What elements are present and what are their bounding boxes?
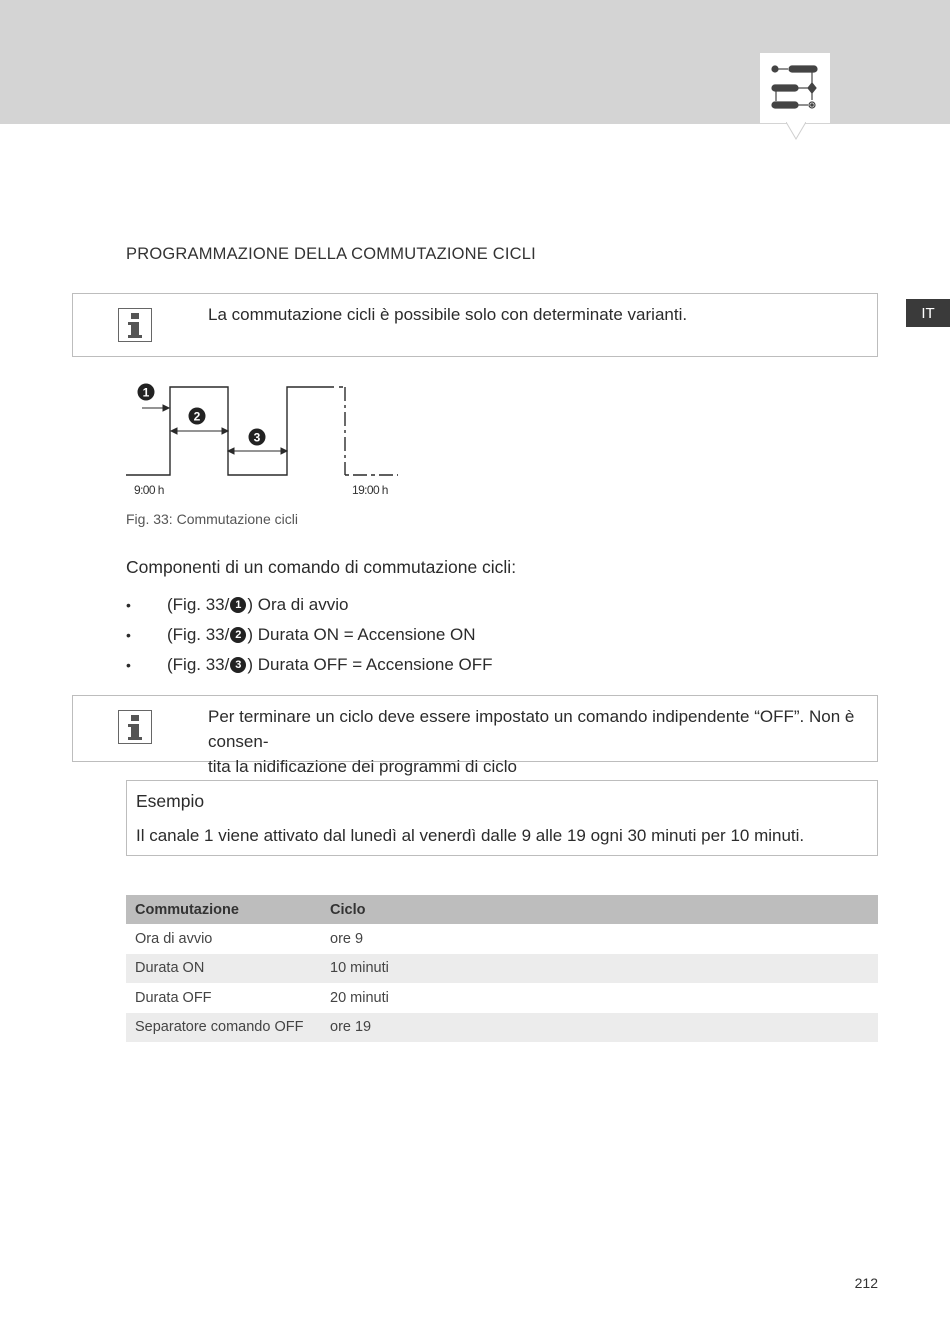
table-cell: Ora di avvio (135, 930, 213, 947)
table-cell: ore 19 (321, 1013, 878, 1043)
example-text: Il canale 1 viene attivato dal lunedì al venerdì dalle 9 alle 19 ogni 30 minuti per 10 minuti. (136, 826, 805, 845)
list-item: • (Fig. 33/ 2 ) Durata ON = Accensione ON (126, 625, 476, 644)
column-header: Commutazione (126, 895, 321, 924)
language-tab[interactable]: IT (906, 299, 950, 327)
table-cell: Separatore comando OFF (126, 1013, 321, 1043)
info-icon (118, 308, 152, 342)
cycle-table (126, 895, 878, 1042)
header-icon-pointer (786, 122, 806, 145)
table-cell: Durata OFF (135, 989, 212, 1006)
info-note-text-2: Per terminare un ciclo deve essere impostato un comando indipendente “OFF”. Non è consen- tita la nidificazione dei programmi di ciclo (208, 707, 855, 776)
page-number: 212 (854, 1275, 878, 1291)
number-badge: 3 (230, 657, 246, 673)
table-row (126, 1013, 878, 1043)
example-title: Esempio (136, 791, 205, 811)
marker-1 (138, 384, 155, 401)
info-note-box (72, 293, 878, 357)
info-icon (118, 710, 152, 744)
bullet-icon: • (126, 627, 131, 643)
bullet-icon: • (126, 657, 131, 673)
table-row (126, 924, 878, 954)
svg-text:2: 2 (193, 409, 201, 424)
number-badge: 2 (230, 627, 246, 643)
program-flow-icon (760, 53, 830, 123)
list-item: • (Fig. 33/ 3 ) Durata OFF = Accensione OFF (126, 655, 493, 674)
info-note-box-2 (72, 695, 878, 776)
table-cell: ore 9 (330, 930, 364, 947)
section-title: PROGRAMMAZIONE DELLA COMMUTAZIONE CICLI (126, 245, 536, 263)
marker-2 (189, 408, 206, 425)
components-title: Componenti di un comando di commutazione cicli: (126, 557, 517, 577)
time-end-label: 19:00 h (352, 483, 388, 497)
table-cell: 20 minuti (330, 989, 389, 1006)
svg-text:3: 3 (253, 430, 261, 445)
number-badge: 1 (230, 597, 246, 613)
table-header-row (126, 895, 878, 924)
marker-3 (249, 429, 266, 446)
column-header: Ciclo (321, 895, 878, 924)
cycle-timing-diagram (120, 378, 410, 503)
info-note-text: La commutazione cicli è possibile solo con determinate varianti. (208, 305, 688, 324)
bullet-icon: • (126, 597, 131, 613)
figure-caption: Fig. 33: Commutazione cicli (126, 511, 298, 527)
example-box (126, 780, 878, 856)
svg-text:1: 1 (142, 385, 150, 400)
table-row (126, 983, 878, 1013)
table-cell: 10 minuti (321, 954, 878, 984)
components-list (126, 590, 493, 680)
list-item: • (Fig. 33/ 1 ) Ora di avvio (126, 595, 349, 614)
table-cell: Durata ON (126, 954, 321, 984)
time-start-label: 9:00 h (134, 483, 164, 497)
table-row (126, 954, 878, 984)
